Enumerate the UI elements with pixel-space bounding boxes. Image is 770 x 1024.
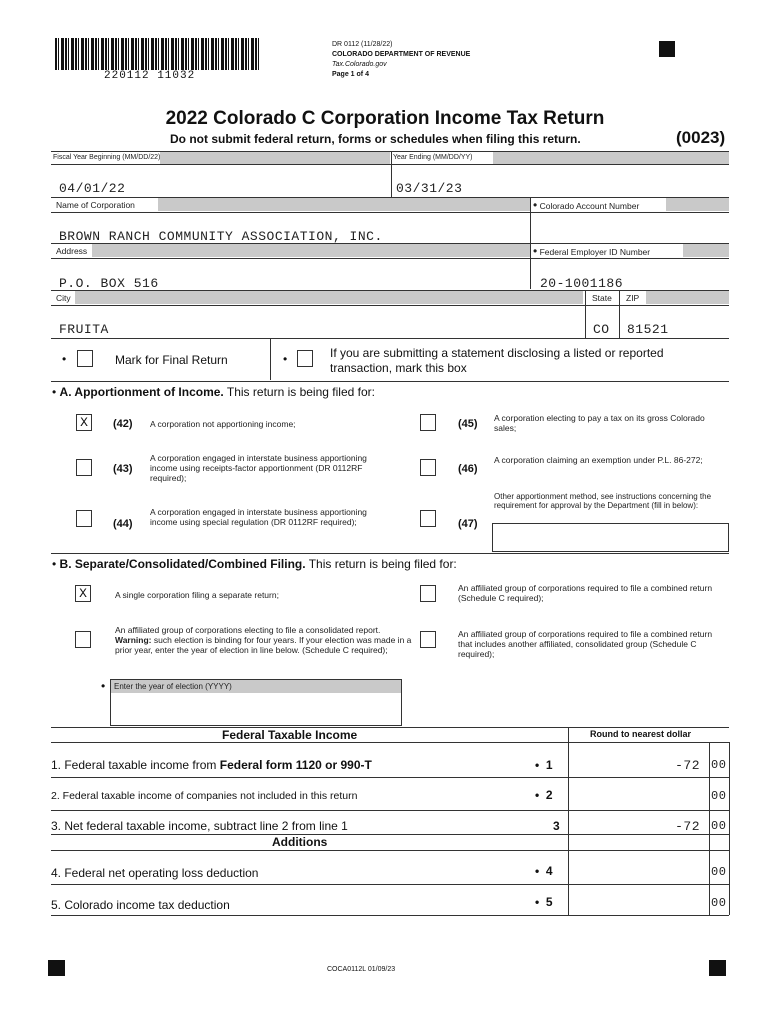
combined-consolidated-checkbox[interactable] xyxy=(420,631,436,648)
code-46: (46) xyxy=(458,463,478,475)
option-44-text: A corporation engaged in interstate business apportioning income using special regulation (DR 0112RF required); xyxy=(150,507,367,527)
checkbox-45[interactable] xyxy=(420,414,436,431)
code-43: (43) xyxy=(113,463,133,475)
year-end-input[interactable]: 03/31/23 xyxy=(396,181,463,196)
consolidated-checkbox[interactable] xyxy=(75,631,91,648)
account-number-label: • Colorado Account Number xyxy=(533,198,640,212)
checkbox-47[interactable] xyxy=(420,510,436,527)
fiscal-begin-label: Fiscal Year Beginning (MM/DD/22) xyxy=(53,154,161,161)
line-3-cents: 00 xyxy=(711,819,727,833)
line-1-input[interactable]: -72 xyxy=(675,758,700,773)
registration-mark-bottom-left xyxy=(48,960,65,976)
line-4-number: • 4 xyxy=(535,864,553,878)
option-46-text: A corporation claiming an exemption under P.L. 86-272; xyxy=(494,455,703,465)
barcode xyxy=(55,38,259,70)
zip-label: ZIP xyxy=(626,293,640,303)
combined-checkbox[interactable] xyxy=(420,585,436,602)
barcode-number: 220112 11032 xyxy=(104,70,196,82)
code-44: (44) xyxy=(113,518,133,530)
corp-name-input[interactable]: BROWN RANCH COMMUNITY ASSOCIATION, INC. xyxy=(59,229,383,244)
line-3-number: 3 xyxy=(553,819,560,833)
registration-mark xyxy=(659,41,675,57)
code-47: (47) xyxy=(458,518,478,530)
state-label: State xyxy=(592,293,612,303)
single-corp-text: A single corporation filing a separate return; xyxy=(115,590,279,600)
line-2-number: • 2 xyxy=(535,788,553,802)
line-5-number: • 5 xyxy=(535,895,553,909)
line-3-label: 3. Net federal taxable income, subtract line 2 from line 1 xyxy=(51,819,348,833)
corp-name-label: Name of Corporation xyxy=(56,200,135,210)
page-number: Page 1 of 4 xyxy=(332,71,369,78)
footer-code: COCA0112L 01/09/23 xyxy=(327,966,396,973)
federal-heading: Federal Taxable Income xyxy=(222,728,358,742)
listed-transaction-label: If you are submitting a statement disclosing a listed or reported transaction, mark this box xyxy=(330,346,664,375)
single-corp-checkbox[interactable]: X xyxy=(75,585,91,602)
line-5-cents: 00 xyxy=(711,896,727,910)
address-input[interactable]: P.O. BOX 516 xyxy=(59,276,159,291)
website: Tax.Colorado.gov xyxy=(332,61,387,68)
option-43-text: A corporation engaged in interstate business apportioning income using receipts-factor apportionment (DR 0112RF required); xyxy=(150,453,367,483)
line-1-cents: 00 xyxy=(711,758,727,772)
section-b-heading: • B. Separate/Consolidated/Combined Filing. This return is being filed for: xyxy=(52,557,457,571)
line-1-label: 1. Federal taxable income from Federal form 1120 or 990-T xyxy=(51,758,372,772)
final-return-label: Mark for Final Return xyxy=(115,353,228,367)
checkbox-42[interactable]: X xyxy=(76,414,92,431)
option-45-text: A corporation electing to pay a tax on its gross Colorado sales; xyxy=(494,413,705,433)
final-return-checkbox[interactable] xyxy=(77,350,93,367)
election-year-label: Enter the year of election (YYYY) xyxy=(114,682,232,691)
fein-label: • Federal Employer ID Number xyxy=(533,244,651,258)
code-45: (45) xyxy=(458,418,478,430)
line-2-label: 2. Federal taxable income of companies not included in this return xyxy=(51,790,358,802)
form-subtitle: Do not submit federal return, forms or schedules when filing this return. xyxy=(170,132,581,146)
round-label: Round to nearest dollar xyxy=(590,729,692,739)
combined-text: An affiliated group of corporations required to file a combined return (Schedule C required); xyxy=(458,583,713,603)
fein-input[interactable]: 20-1001186 xyxy=(540,276,624,291)
line-2-cents: 00 xyxy=(711,789,727,803)
consolidated-text: An affiliated group of corporations electing to file a consolidated report. Warning: such election is binding for four years. If your election was made in a prior year, enter the year of election in line below. (Schedule C required); xyxy=(115,625,412,655)
line-3-input[interactable]: -72 xyxy=(675,819,700,834)
department-name: COLORADO DEPARTMENT OF REVENUE xyxy=(332,51,471,58)
section-a-heading: • A. Apportionment of Income. This return is being filed for: xyxy=(52,385,375,399)
checkbox-43[interactable] xyxy=(76,459,92,476)
city-input[interactable]: FRUITA xyxy=(59,322,109,337)
form-id: DR 0112 (11/28/22) xyxy=(332,41,393,48)
city-label: City xyxy=(56,293,71,303)
checkbox-44[interactable] xyxy=(76,510,92,527)
code-42: (42) xyxy=(113,418,133,430)
state-input[interactable]: CO xyxy=(593,322,610,337)
additions-heading: Additions xyxy=(272,835,328,849)
listed-transaction-checkbox[interactable] xyxy=(297,350,313,367)
line-4-label: 4. Federal net operating loss deduction xyxy=(51,866,259,880)
combined-consolidated-text: An affiliated group of corporations required to file a combined return that includes another affiliated, consolidated group (Schedule C required); xyxy=(458,629,713,659)
option-47-text: Other apportionment method, see instructions concerning the requirement for approval by the Department (fill in below): xyxy=(494,492,712,510)
form-title: 2022 Colorado C Corporation Income Tax Return xyxy=(165,108,605,129)
address-label: Address xyxy=(56,246,88,256)
line-5-label: 5. Colorado income tax deduction xyxy=(51,898,230,912)
line-1-number: • 1 xyxy=(535,758,553,772)
option-47-input[interactable] xyxy=(492,523,729,552)
registration-mark-bottom-right xyxy=(709,960,726,976)
checkbox-46[interactable] xyxy=(420,459,436,476)
zip-input[interactable]: 81521 xyxy=(627,322,669,337)
form-code: (0023) xyxy=(676,128,726,147)
option-42-text: A corporation not apportioning income; xyxy=(150,419,296,429)
line-4-cents: 00 xyxy=(711,865,727,879)
fiscal-begin-input[interactable]: 04/01/22 xyxy=(59,181,126,196)
year-end-label: Year Ending (MM/DD/YY) xyxy=(393,154,473,161)
